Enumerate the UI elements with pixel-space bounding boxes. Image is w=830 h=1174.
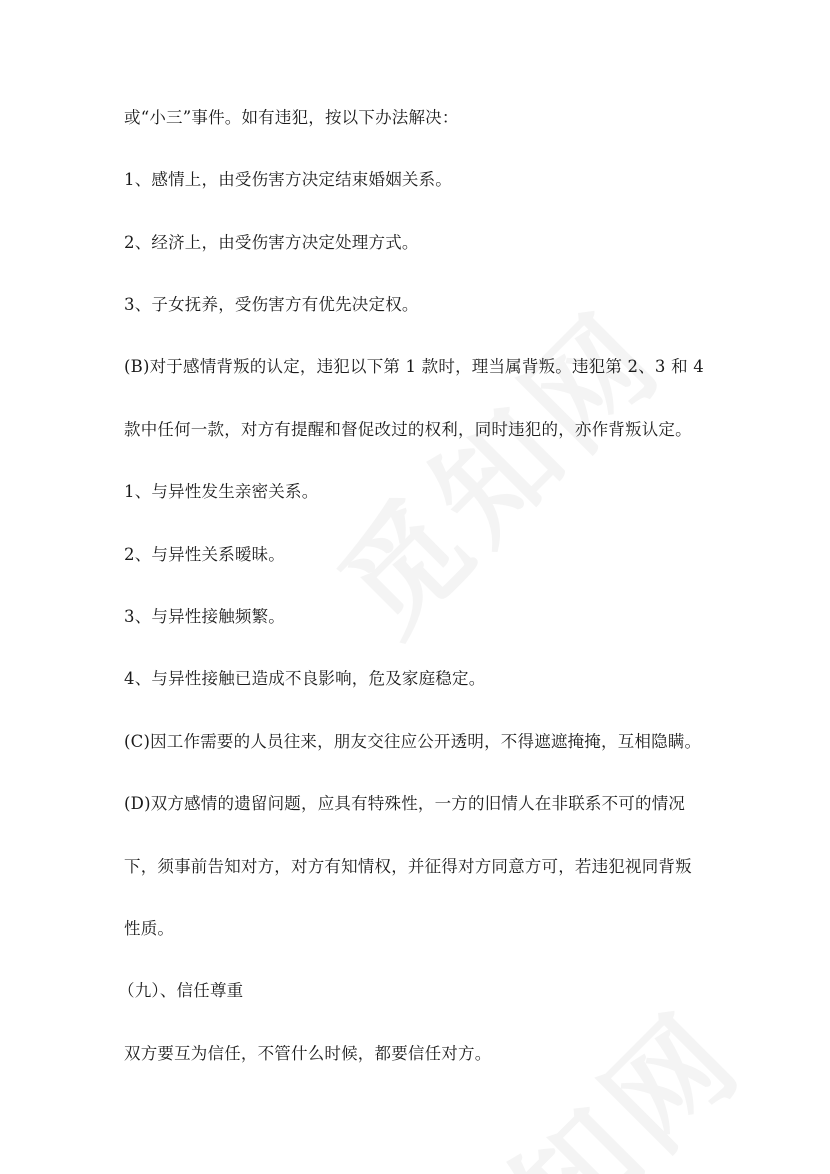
paragraph-line: 4、与异性接触已造成不良影响，危及家庭稳定。 — [124, 669, 486, 688]
paragraph-line: (C)因工作需要的人员往来，朋友交往应公开透明，不得遮遮掩掩，互相隐瞒。 — [124, 732, 702, 751]
paragraph-line: (D)双方感情的遗留问题，应具有特殊性，一方的旧情人在非联系不可的情况 — [124, 794, 686, 813]
paragraph-line: 下，须事前告知对方，对方有知情权，并征得对方同意方可，若违犯视同背叛 — [124, 857, 692, 876]
watermark — [296, 267, 693, 664]
section-heading: （九）、信任尊重 — [118, 981, 244, 1000]
paragraph-line: 性质。 — [124, 919, 175, 938]
paragraph-line: 2、与异性关系暧昧。 — [124, 545, 285, 564]
paragraph-line: 1、与异性发生亲密关系。 — [124, 482, 319, 501]
paragraph-line: 1、感情上，由受伤害方决定结束婚姻关系。 — [124, 170, 452, 189]
paragraph-line: 2、经济上，由受伤害方决定处理方式。 — [124, 233, 419, 252]
paragraph-line: 双方要互为信任，不管什么时候，都要信任对方。 — [124, 1044, 492, 1063]
paragraph-line: 3、与异性接触频繁。 — [124, 607, 285, 626]
watermark — [376, 967, 773, 1174]
paragraph-line: 3、子女抚养，受伤害方有优先决定权。 — [124, 295, 419, 314]
paragraph-line: (B)对于感情背叛的认定，违犯以下第 1 款时，理当属背叛。违犯第 2、3 和 4 — [124, 357, 704, 376]
paragraph-line: 或“小三”事件。如有违犯，按以下办法解决： — [124, 108, 459, 127]
paragraph-line: 款中任何一款，对方有提醒和督促改过的权利，同时违犯的，亦作背叛认定。 — [124, 420, 692, 439]
